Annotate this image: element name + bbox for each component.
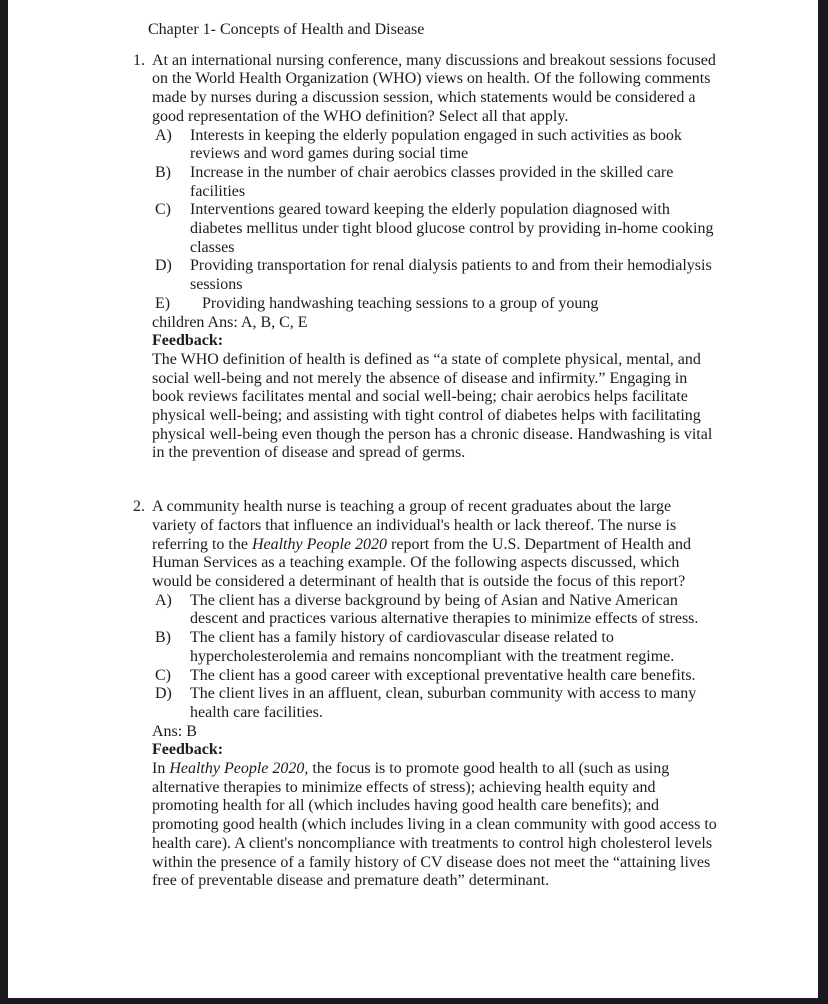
option-letter: A) <box>155 591 172 609</box>
question-number: 1. <box>133 51 145 69</box>
option-letter: D) <box>155 257 172 275</box>
options-list <box>155 127 718 314</box>
option-row <box>155 685 718 722</box>
question-block <box>133 52 718 463</box>
options-list <box>155 592 718 723</box>
option-letter: C) <box>155 666 171 684</box>
question-block <box>133 498 718 891</box>
feedback-label: Feedback: <box>152 741 224 759</box>
option-text: Increase in the number of chair aerobics classes provided in the skilled care facilities <box>190 163 674 200</box>
option-text: The client has a family history of cardiovascular disease related to hypercholesterolemia and remains noncompliant with the treatment regime. <box>190 629 675 665</box>
option-text: The client lives in an affluent, clean, suburban community with access to many health care facilities. <box>190 685 697 721</box>
question-body <box>152 498 718 891</box>
option-letter: E) <box>155 294 171 312</box>
option-text: Providing handwashing teaching sessions to a group of young <box>202 294 599 312</box>
option-text: Interventions geared toward keeping the elderly population diagnosed with diabetes mellitus under tight blood glucose control by providing in-home cooking classes <box>190 201 714 256</box>
feedback-text: The WHO definition of health is defined as “a state of complete physical, mental, and social well-being and not merely the absence of disease and infirmity.” Engaging in book reviews facilitates mental and social well-being; chair aerobics helps facilitate physical well-being; and assisting with tight control of diabetes helps with facilitating physical well-being even though the person has a chronic disease. Handwashing is vital in the prevention of disease and spread of germs. <box>152 350 713 462</box>
feedback-text: In Healthy People 2020, the focus is to promote good health to all (such as using alternative therapies to minimize effects of stress); achieving health equity and promoting health for all (which includes having good health care benefits); and promoting good health (which includes living in a clean community with good access to health care). A client's noncompliance with treatments to control high cholesterol levels within the presence of a family history of CV disease does not meet the “attaining lives free of preventable disease and premature death” determinant. <box>152 760 717 890</box>
option-text: The client has a diverse background by being of Asian and Native American descent and practices various alternative therapies to minimize effects of stress. <box>190 591 699 628</box>
option-row <box>155 201 718 257</box>
question-list <box>133 52 718 891</box>
answer-line: Ans: B <box>152 722 197 740</box>
option-letter: B) <box>155 629 171 647</box>
option-text: The client has a good career with exceptional preventative health care benefits. <box>190 666 696 684</box>
option-text: Interests in keeping the elderly population engaged in such activities as book reviews and word games during social time <box>190 126 682 163</box>
option-row <box>155 592 718 629</box>
option-row <box>155 629 718 666</box>
right-border-bar <box>818 0 828 1004</box>
bottom-border-bar <box>0 998 828 1004</box>
option-row <box>155 667 718 686</box>
option-row <box>155 127 718 164</box>
option-letter: A) <box>155 126 172 144</box>
option-row <box>155 295 718 314</box>
chapter-title: Chapter 1- Concepts of Health and Disease <box>148 21 425 38</box>
feedback-label: Feedback: <box>152 332 224 350</box>
question-stem: A community health nurse is teaching a group of recent graduates about the large variety of factors that influence an individual's health or lack thereof. The nurse is referring to the Healthy People 2020 report from the U.S. Department of Health and Human Services as a teaching example. Of the following aspects discussed, which would be considered a determinant of health that is outside the focus of this report? <box>152 498 691 590</box>
option-letter: B) <box>155 163 171 181</box>
left-border-bar <box>0 0 8 1004</box>
page-content <box>133 21 718 891</box>
option-letter: C) <box>155 201 171 219</box>
question-number: 2. <box>133 498 145 516</box>
answer-line: children Ans: A, B, C, E <box>152 313 308 331</box>
question-body <box>152 52 718 463</box>
option-text: Providing transportation for renal dialysis patients to and from their hemodialysis sessions <box>190 257 712 294</box>
option-row <box>155 164 718 201</box>
option-row <box>155 257 718 294</box>
option-letter: D) <box>155 685 172 703</box>
question-stem: At an international nursing conference, many discussions and breakout sessions focused on the World Health Organization (WHO) views on health. Of the following comments made by nurses during a discussion session, which statements would be considered a good representation of the WHO definition? Select all that apply. <box>152 51 716 125</box>
